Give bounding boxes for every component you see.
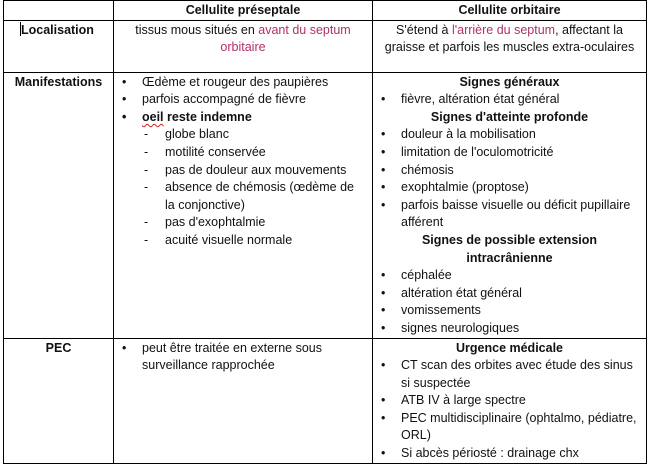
list-item: • exophtalmie (proptose) [378, 179, 641, 197]
row-label-manifestations: Manifestations [4, 72, 114, 338]
list-item: • limitation de l'oculomotricité [378, 144, 641, 162]
localisation-orbital: S'étend à l'arrière du septum, affectant la graisse et parfois les muscles extra-oculaires [373, 20, 647, 72]
list-item: • Œdème et rougeur des paupières [119, 74, 367, 92]
section-title-extension: Signes de possible extension intracrânienne [421, 232, 598, 265]
list-item: • douleur à la mobilisation [378, 126, 641, 144]
list-item: • parfois baisse visuelle ou déficit pupillaire afférent [378, 197, 641, 232]
list-item: • altération état général [378, 285, 641, 303]
list-item: - motilité conservée [142, 144, 367, 162]
pec-preseptal-list [119, 340, 367, 375]
list-item: • CT scan des orbites avec étude des sinus si suspectée [378, 357, 641, 392]
pec-preseptal [114, 338, 373, 463]
preseptal-list [119, 74, 367, 127]
manifestations-orbital [373, 72, 647, 338]
highlight-text: avant du septum orbitaire [220, 22, 351, 55]
list-item: • ATB IV à large spectre [378, 392, 641, 410]
list-item-oeil: • oeil reste indemne [119, 109, 367, 127]
list-item: • PEC multidisciplinaire (ophtalmo, pédiatre, ORL) [378, 410, 641, 445]
deep-signs-list [378, 126, 641, 232]
list-item: - globe blanc [142, 126, 367, 144]
row-label-pec: PEC [4, 338, 114, 463]
header-orbital: Cellulite orbitaire [373, 1, 647, 21]
comparison-table [3, 0, 647, 464]
list-item: • vomissements [378, 302, 641, 320]
row-label-localisation: Localisation [4, 20, 114, 72]
preseptal-sublist [142, 126, 367, 249]
row-manifestations [4, 72, 647, 338]
section-title-deep: Signes d'atteinte profonde [430, 109, 589, 124]
list-item: • fièvre, altération état général [378, 91, 641, 109]
section-title-general: Signes généraux [459, 74, 560, 89]
header-row [4, 1, 647, 21]
row-localisation [4, 20, 647, 72]
list-item: - pas d'exophtalmie [142, 214, 367, 232]
pec-orbital-list [378, 357, 641, 463]
list-item: • signes neurologiques [378, 320, 641, 338]
list-item: • chémosis [378, 162, 641, 180]
header-empty-cell [4, 1, 114, 21]
list-item: • Si abcès périosté : drainage chx [378, 445, 641, 463]
list-item: • peut être traitée en externe sous surveillance rapprochée [119, 340, 367, 375]
spellcheck-word: oeil [142, 109, 164, 124]
header-preseptal: Cellulite préseptale [114, 1, 373, 21]
general-signs-list [378, 91, 641, 109]
localisation-preseptal: tissus mous situés en avant du septum orbitaire [114, 20, 373, 72]
list-item: • céphalée [378, 267, 641, 285]
pec-orbital [373, 338, 647, 463]
list-item: - absence de chémosis (œdème de la conjonctive) [142, 179, 367, 214]
extension-signs-list [378, 267, 641, 337]
list-item: • parfois accompagné de fièvre [119, 91, 367, 109]
list-item: - pas de douleur aux mouvements [142, 162, 367, 180]
section-title-urgence: Urgence médicale [456, 340, 563, 355]
highlight-text: l'arrière du septum [451, 22, 556, 37]
manifestations-preseptal [114, 72, 373, 338]
row-pec [4, 338, 647, 463]
list-item: - acuité visuelle normale [142, 232, 367, 250]
